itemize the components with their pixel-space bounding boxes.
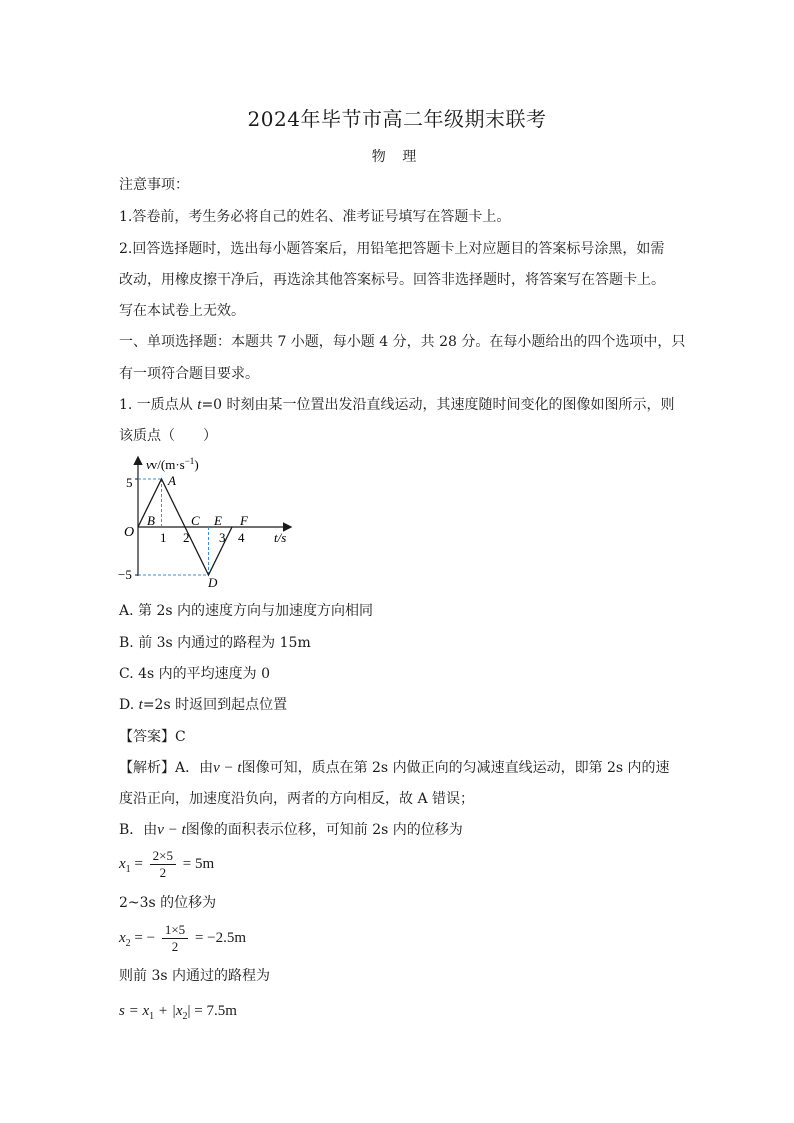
y-tick-label-top: 5 — [126, 475, 133, 490]
time-variable: t — [197, 397, 202, 413]
point-label-f: F — [240, 513, 248, 528]
section-instructions-line-1: 一、单项选择题：本题共 7 小题，每小题 4 分，共 28 分。在每小题给出的四个选项中，只 — [119, 334, 686, 350]
vt-symbol: v − t — [213, 760, 242, 776]
notice-item-2-line-2: 改动，用橡皮擦干净后，再选涂其他答案标号。回答非选择题时，将答案写在答题卡上。 — [119, 272, 665, 288]
option-b: B. 前 3s 内通过的路程为 15m — [119, 635, 311, 651]
x-axis-label: t/s — [274, 530, 287, 545]
question-stem-line-1 — [119, 395, 675, 415]
x-tick-label-1: 1 — [160, 530, 167, 545]
notice-item-1: 1.答卷前，考生务必将自己的姓名、准考证号填写在答题卡上。 — [119, 209, 511, 225]
question-stem-rest: =0 时刻由某一位置出发沿直线运动，其速度随时间变化的图像如图所示，则 — [201, 397, 675, 413]
analysis-a-prefix: A．由 — [175, 760, 214, 776]
y-axis-label: $vv/(m\cdot s^{-1})$ — [146, 456, 199, 472]
analysis-label: 【解析】 — [119, 760, 175, 776]
point-label-d: D — [208, 575, 218, 590]
range-text: 2~3s 的位移为 — [119, 895, 217, 911]
analysis-b-line-1 — [119, 820, 463, 840]
equation-x1: $x_1$ = $\frac{2\times 5}{2}$ = 5m — [119, 848, 215, 880]
x-tick-label-4: 4 — [238, 530, 245, 545]
point-label-c: C — [191, 513, 200, 528]
option-d-text: =2s 时返回到起点位置 — [142, 697, 288, 713]
analysis-a-line-1 — [119, 758, 670, 778]
question-stem-prefix: 1. 一质点从 — [119, 397, 198, 413]
page-title: 2024年毕节市高二年级期末联考 — [247, 107, 547, 131]
vt-symbol-2: v − t — [157, 822, 186, 838]
x-tick-label-2: 2 — [183, 530, 190, 545]
option-d — [119, 695, 287, 715]
option-d-prefix: D. — [119, 697, 139, 713]
option-d-variable: t — [138, 697, 143, 713]
notice-item-2-line-3: 写在本试卷上无效。 — [119, 303, 245, 319]
point-label-a: A — [168, 473, 176, 488]
option-c: C. 4s 内的平均速度为 0 — [119, 666, 271, 682]
analysis-b-prefix: B．由 — [119, 822, 158, 838]
y-tick-label-bottom: −5 — [118, 567, 132, 582]
x-tick-label-3: 3 — [219, 530, 226, 545]
fraction-x1: $\frac{2\times 5}{2}$ — [150, 848, 176, 881]
equation-x2: $x_2$ = − $\frac{1\times 5}{2}$ = −2.5m — [119, 922, 247, 954]
vt-graph-svg — [118, 450, 298, 590]
option-a: A. 第 2s 内的速度方向与加速度方向相同 — [119, 603, 374, 619]
point-label-e: E — [214, 513, 222, 528]
notice-heading: 注意事项： — [119, 177, 189, 193]
fraction-x2: $\frac{1\times 5}{2}$ — [162, 922, 188, 955]
answer-line: 【答案】C — [119, 729, 186, 745]
analysis-a-line-2: 度沿正向，加速度沿负向，两者的方向相反，故 A 错误； — [119, 791, 475, 807]
equation-path: $s = x_1 + |x_2| = 7.5m$ — [119, 1003, 237, 1022]
path-text: 则前 3s 内通过的路程为 — [119, 968, 270, 984]
vt-graph — [118, 450, 298, 594]
point-label-b: B — [147, 513, 155, 528]
question-stem-line-2: 该质点（ ） — [119, 428, 217, 444]
notice-item-2-line-1: 2.回答选择题时，选出每小题答案后，用铅笔把答题卡上对应题目的答案标号涂黑，如需 — [119, 241, 665, 257]
section-instructions-line-2: 有一项符合题目要求。 — [119, 366, 259, 382]
analysis-a-text: 图像可知，质点在第 2s 内做正向的匀减速直线运动，即第 2s 内的速 — [241, 760, 670, 776]
subject-heading: 物 理 — [371, 149, 423, 165]
analysis-b-text: 图像的面积表示位移，可知前 2s 内的位移为 — [185, 822, 463, 838]
origin-label: O — [124, 525, 135, 540]
